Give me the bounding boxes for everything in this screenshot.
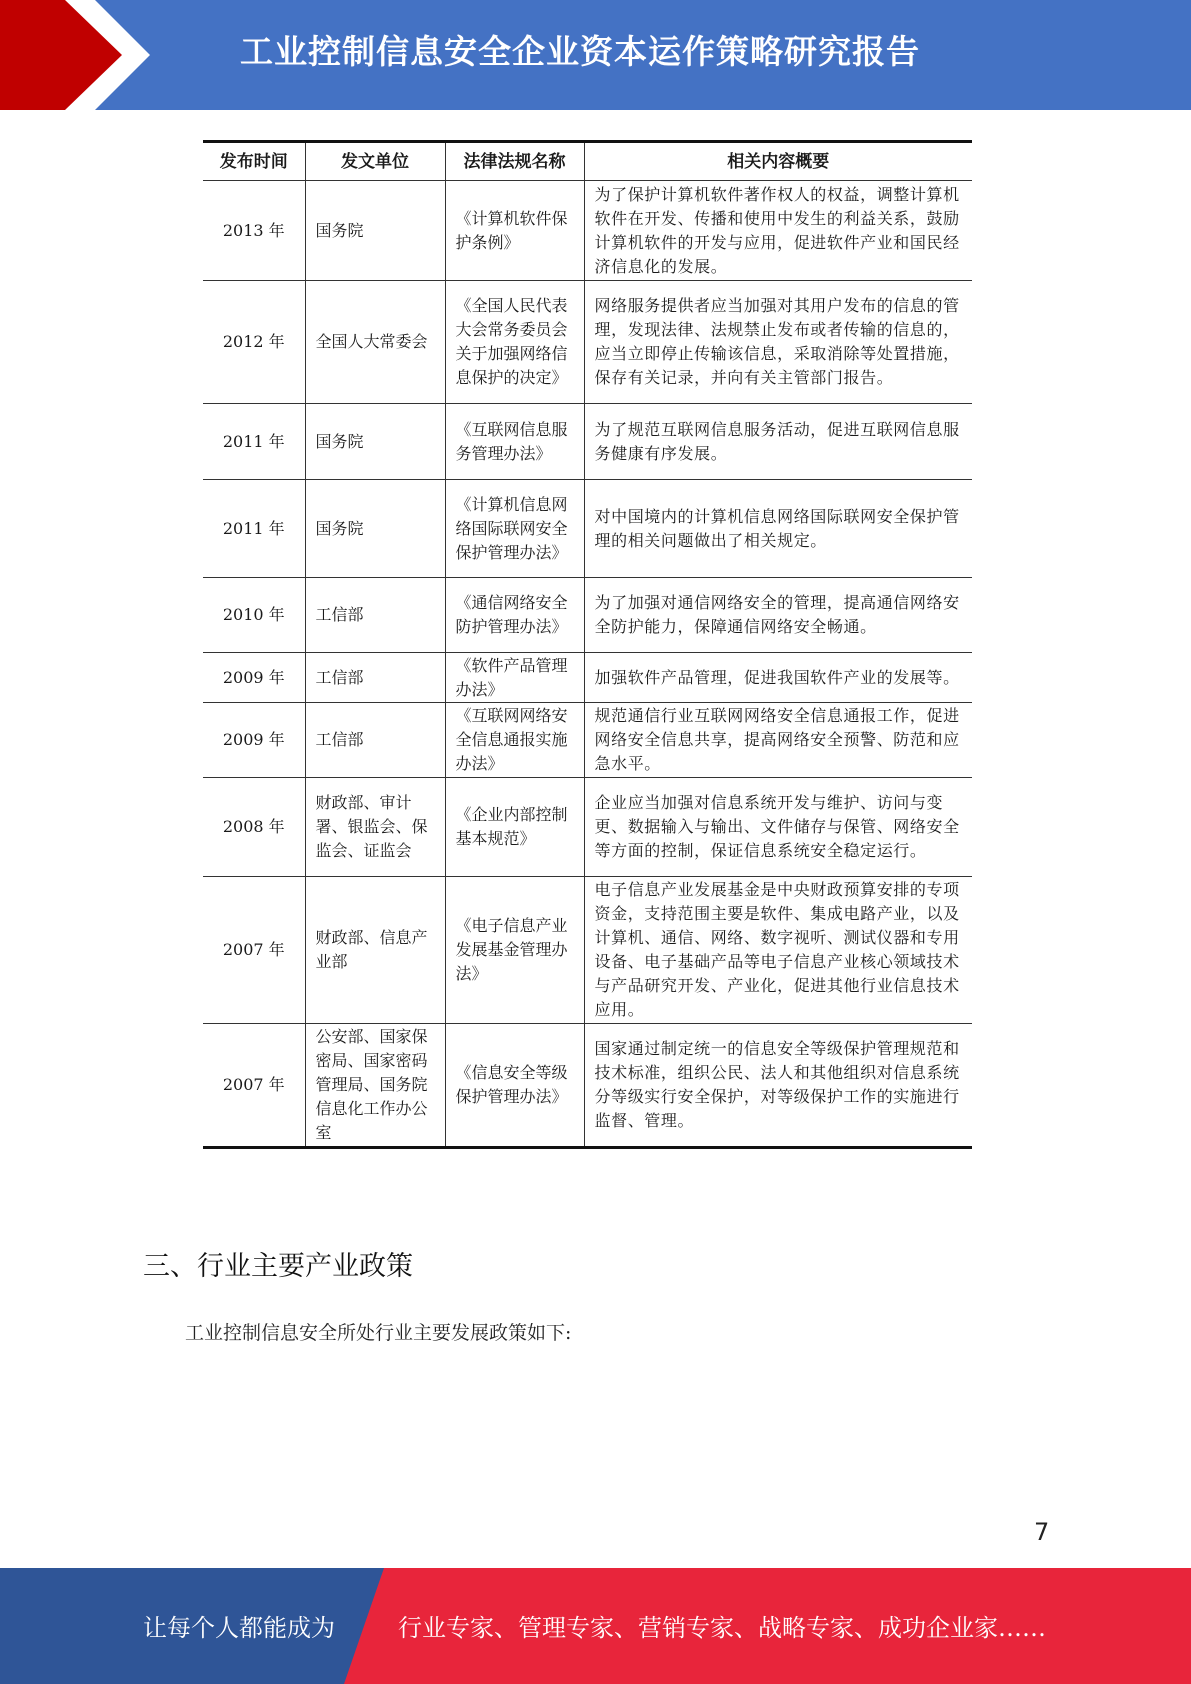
table-row [203,653,972,703]
cell-issuer: 公安部、国家保密局、国家密码管理局、国务院信息化工作办公室 [305,1024,445,1148]
cell-year: 2011 年 [203,480,305,578]
cell-summary: 为了保护计算机软件著作权人的权益，调整计算机软件在开发、传播和使用中发生的利益关系，鼓励计算机软件的开发与应用，促进软件产业和国民经济信息化的发展。 [584,181,972,281]
cell-year: 2008 年 [203,778,305,877]
header-summary: 相关内容概要 [584,142,972,181]
footer-slogan-right: 行业专家、管理专家、营销专家、战略专家、成功企业家…… [398,1614,1046,1642]
cell-summary: 国家通过制定统一的信息安全等级保护管理规范和技术标准，组织公民、法人和其他组织对信息系统分等级实行安全保护，对等级保护工作的实施进行监督、管理。 [584,1024,972,1148]
table-row [203,404,972,480]
cell-year: 2009 年 [203,653,305,703]
header-issuer: 发文单位 [305,142,445,181]
header-law-name: 法律法规名称 [445,142,584,181]
cell-year: 2007 年 [203,877,305,1024]
report-title: 工业控制信息安全企业资本运作策略研究报告 [240,32,920,71]
cell-year: 2007 年 [203,1024,305,1148]
cell-law: 《信息安全等级保护管理办法》 [445,1024,584,1148]
cell-law: 《软件产品管理办法》 [445,653,584,703]
cell-year: 2013 年 [203,181,305,281]
cell-issuer: 工信部 [305,578,445,653]
table-row [203,281,972,404]
cell-summary: 规范通信行业互联网网络安全信息通报工作，促进网络安全信息共享，提高网络安全预警、防范和应急水平。 [584,703,972,778]
table-row [203,877,972,1024]
cell-law: 《全国人民代表大会常务委员会关于加强网络信息保护的决定》 [445,281,584,404]
cell-issuer: 工信部 [305,703,445,778]
cell-year: 2010 年 [203,578,305,653]
header-arrow-decoration [0,0,160,110]
regulations-table [203,140,972,1149]
cell-law: 《电子信息产业发展基金管理办法》 [445,877,584,1024]
table-header-row [203,142,972,181]
footer-slogan-left: 让每个人都能成为 [143,1614,335,1642]
table-row [203,181,972,281]
cell-summary: 电子信息产业发展基金是中央财政预算安排的专项资金，支持范围主要是软件、集成电路产业，以及计算机、通信、网络、数字视听、测试仪器和专用设备、电子基础产品等电子信息产业核心领域技术与产品研究开发、产业化，促进其他行业信息技术应用。 [584,877,972,1024]
cell-issuer: 国务院 [305,181,445,281]
section-heading: 三、行业主要产业政策 [143,1251,413,1282]
cell-law: 《计算机软件保护条例》 [445,181,584,281]
table-row [203,578,972,653]
cell-summary: 为了加强对通信网络安全的管理，提高通信网络安全防护能力，保障通信网络安全畅通。 [584,578,972,653]
cell-issuer: 工信部 [305,653,445,703]
section-intro-text: 工业控制信息安全所处行业主要发展政策如下: [185,1322,572,1344]
cell-year: 2012 年 [203,281,305,404]
header-release-time: 发布时间 [203,142,305,181]
cell-issuer: 国务院 [305,404,445,480]
cell-issuer: 财政部、信息产业部 [305,877,445,1024]
header-banner [0,0,1191,110]
table-row [203,778,972,877]
cell-year: 2009 年 [203,703,305,778]
cell-law: 《计算机信息网络国际联网安全保护管理办法》 [445,480,584,578]
table-row [203,480,972,578]
cell-issuer: 全国人大常委会 [305,281,445,404]
cell-law: 《企业内部控制基本规范》 [445,778,584,877]
page-number: 7 [1034,1518,1050,1546]
cell-issuer: 国务院 [305,480,445,578]
cell-summary: 加强软件产品管理，促进我国软件产业的发展等。 [584,653,972,703]
cell-law: 《互联网信息服务管理办法》 [445,404,584,480]
cell-issuer: 财政部、审计署、银监会、保监会、证监会 [305,778,445,877]
cell-law: 《通信网络安全防护管理办法》 [445,578,584,653]
cell-summary: 对中国境内的计算机信息网络国际联网安全保护管理的相关问题做出了相关规定。 [584,480,972,578]
cell-law: 《互联网网络安全信息通报实施办法》 [445,703,584,778]
table-row [203,1024,972,1148]
table-row [203,703,972,778]
cell-year: 2011 年 [203,404,305,480]
footer-banner [0,1568,1191,1684]
cell-summary: 为了规范互联网信息服务活动，促进互联网信息服务健康有序发展。 [584,404,972,480]
cell-summary: 企业应当加强对信息系统开发与维护、访问与变更、数据输入与输出、文件储存与保管、网络安全等方面的控制，保证信息系统安全稳定运行。 [584,778,972,877]
cell-summary: 网络服务提供者应当加强对其用户发布的信息的管理，发现法律、法规禁止发布或者传输的信息的，应当立即停止传输该信息，采取消除等处置措施，保存有关记录，并向有关主管部门报告。 [584,281,972,404]
